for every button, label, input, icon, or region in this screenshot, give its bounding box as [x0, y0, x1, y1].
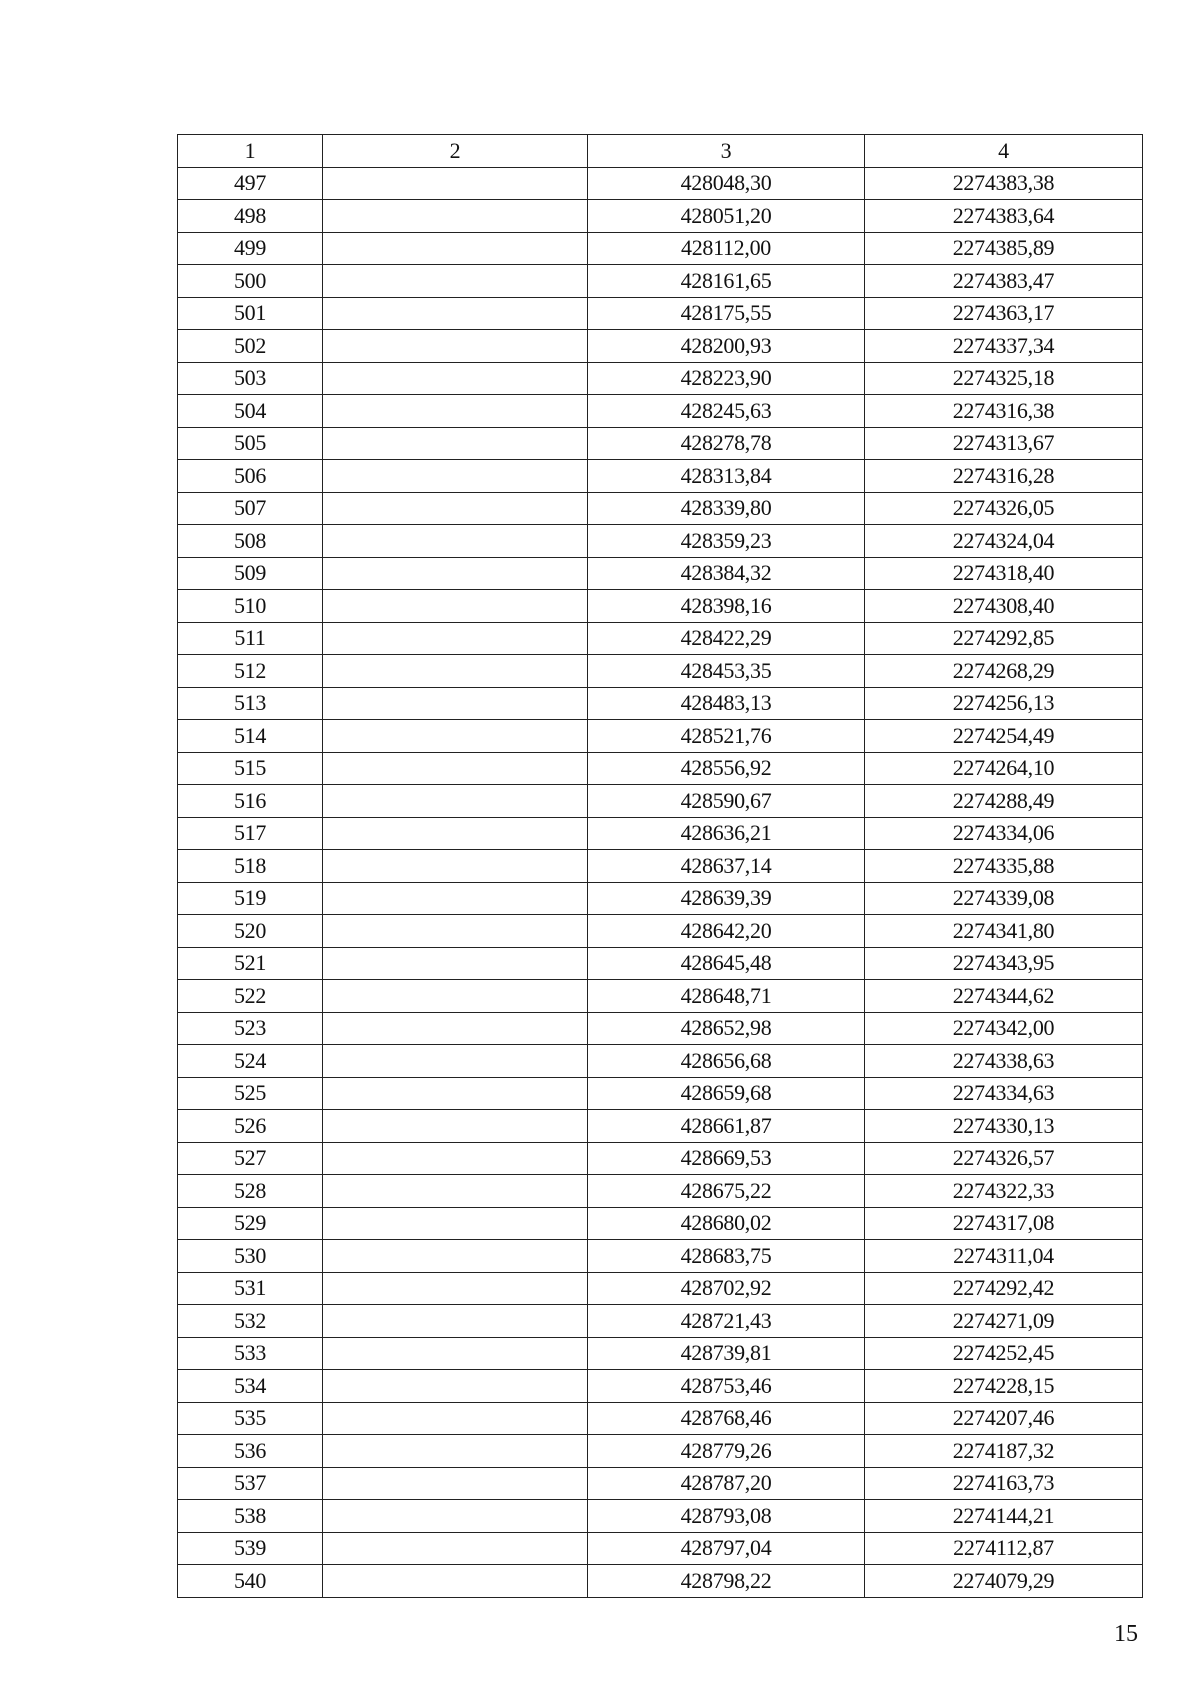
table-row [178, 882, 1143, 915]
empty-cell [323, 1012, 588, 1045]
empty-cell [323, 330, 588, 363]
empty-cell [323, 1565, 588, 1598]
y-coordinate-cell: 2274342,00 [865, 1012, 1143, 1045]
point-number-cell: 498 [178, 200, 323, 233]
table-row [178, 1532, 1143, 1565]
empty-cell [323, 525, 588, 558]
x-coordinate-cell: 428721,43 [588, 1305, 865, 1338]
point-number-cell: 530 [178, 1240, 323, 1273]
table-row [178, 1240, 1143, 1273]
point-number-cell: 509 [178, 557, 323, 590]
point-number-cell: 523 [178, 1012, 323, 1045]
point-number-cell: 497 [178, 167, 323, 200]
table-row [178, 1207, 1143, 1240]
y-coordinate-cell: 2274079,29 [865, 1565, 1143, 1598]
point-number-cell: 518 [178, 850, 323, 883]
table-row [178, 1435, 1143, 1468]
y-coordinate-cell: 2274311,04 [865, 1240, 1143, 1273]
point-number-cell: 499 [178, 232, 323, 265]
table-row [178, 492, 1143, 525]
point-number-cell: 508 [178, 525, 323, 558]
table-row [178, 330, 1143, 363]
table-row [178, 817, 1143, 850]
point-number-cell: 511 [178, 622, 323, 655]
y-coordinate-cell: 2274252,45 [865, 1337, 1143, 1370]
table-row [178, 1012, 1143, 1045]
point-number-cell: 524 [178, 1045, 323, 1078]
table-row [178, 1142, 1143, 1175]
empty-cell [323, 655, 588, 688]
y-coordinate-cell: 2274383,47 [865, 265, 1143, 298]
y-coordinate-cell: 2274318,40 [865, 557, 1143, 590]
point-number-cell: 503 [178, 362, 323, 395]
x-coordinate-cell: 428661,87 [588, 1110, 865, 1143]
point-number-cell: 510 [178, 590, 323, 623]
table-row [178, 655, 1143, 688]
x-coordinate-cell: 428768,46 [588, 1402, 865, 1435]
table-row [178, 1110, 1143, 1143]
x-coordinate-cell: 428636,21 [588, 817, 865, 850]
y-coordinate-cell: 2274383,64 [865, 200, 1143, 233]
y-coordinate-cell: 2274316,38 [865, 395, 1143, 428]
point-number-cell: 526 [178, 1110, 323, 1143]
point-number-cell: 538 [178, 1500, 323, 1533]
y-coordinate-cell: 2274325,18 [865, 362, 1143, 395]
table-row [178, 1402, 1143, 1435]
y-coordinate-cell: 2274341,80 [865, 915, 1143, 948]
x-coordinate-cell: 428642,20 [588, 915, 865, 948]
x-coordinate-cell: 428659,68 [588, 1077, 865, 1110]
empty-cell [323, 850, 588, 883]
table-row [178, 915, 1143, 948]
table-header-row [178, 135, 1143, 168]
y-coordinate-cell: 2274383,38 [865, 167, 1143, 200]
table-row [178, 1565, 1143, 1598]
x-coordinate-cell: 428639,39 [588, 882, 865, 915]
empty-cell [323, 1175, 588, 1208]
empty-cell [323, 1532, 588, 1565]
column-header-1: 1 [178, 135, 323, 168]
table-row [178, 1077, 1143, 1110]
point-number-cell: 540 [178, 1565, 323, 1598]
x-coordinate-cell: 428313,84 [588, 460, 865, 493]
x-coordinate-cell: 428787,20 [588, 1467, 865, 1500]
x-coordinate-cell: 428637,14 [588, 850, 865, 883]
empty-cell [323, 1272, 588, 1305]
empty-cell [323, 980, 588, 1013]
x-coordinate-cell: 428669,53 [588, 1142, 865, 1175]
x-coordinate-cell: 428680,02 [588, 1207, 865, 1240]
y-coordinate-cell: 2274317,08 [865, 1207, 1143, 1240]
point-number-cell: 505 [178, 427, 323, 460]
x-coordinate-cell: 428112,00 [588, 232, 865, 265]
x-coordinate-cell: 428278,78 [588, 427, 865, 460]
y-coordinate-cell: 2274324,04 [865, 525, 1143, 558]
point-number-cell: 525 [178, 1077, 323, 1110]
point-number-cell: 514 [178, 720, 323, 753]
y-coordinate-cell: 2274288,49 [865, 785, 1143, 818]
y-coordinate-cell: 2274326,05 [865, 492, 1143, 525]
table-row [178, 362, 1143, 395]
x-coordinate-cell: 428048,30 [588, 167, 865, 200]
y-coordinate-cell: 2274264,10 [865, 752, 1143, 785]
y-coordinate-cell: 2274256,13 [865, 687, 1143, 720]
table-row [178, 525, 1143, 558]
empty-cell [323, 427, 588, 460]
table-row [178, 232, 1143, 265]
y-coordinate-cell: 2274337,34 [865, 330, 1143, 363]
y-coordinate-cell: 2274187,32 [865, 1435, 1143, 1468]
empty-cell [323, 1370, 588, 1403]
table-row [178, 687, 1143, 720]
table-row [178, 1045, 1143, 1078]
table-row [178, 395, 1143, 428]
empty-cell [323, 882, 588, 915]
empty-cell [323, 265, 588, 298]
y-coordinate-cell: 2274343,95 [865, 947, 1143, 980]
x-coordinate-cell: 428683,75 [588, 1240, 865, 1273]
y-coordinate-cell: 2274308,40 [865, 590, 1143, 623]
point-number-cell: 512 [178, 655, 323, 688]
empty-cell [323, 557, 588, 590]
page-number: 15 [1114, 1621, 1138, 1647]
y-coordinate-cell: 2274292,42 [865, 1272, 1143, 1305]
column-header-3: 3 [588, 135, 865, 168]
empty-cell [323, 1402, 588, 1435]
point-number-cell: 536 [178, 1435, 323, 1468]
y-coordinate-cell: 2274144,21 [865, 1500, 1143, 1533]
x-coordinate-cell: 428702,92 [588, 1272, 865, 1305]
table-row [178, 720, 1143, 753]
empty-cell [323, 817, 588, 850]
table-row [178, 980, 1143, 1013]
point-number-cell: 533 [178, 1337, 323, 1370]
x-coordinate-cell: 428753,46 [588, 1370, 865, 1403]
x-coordinate-cell: 428645,48 [588, 947, 865, 980]
empty-cell [323, 1500, 588, 1533]
empty-cell [323, 297, 588, 330]
table-row [178, 622, 1143, 655]
empty-cell [323, 395, 588, 428]
table-row [178, 200, 1143, 233]
x-coordinate-cell: 428384,32 [588, 557, 865, 590]
y-coordinate-cell: 2274334,63 [865, 1077, 1143, 1110]
point-number-cell: 520 [178, 915, 323, 948]
y-coordinate-cell: 2274316,28 [865, 460, 1143, 493]
table-row [178, 297, 1143, 330]
table-row [178, 752, 1143, 785]
empty-cell [323, 1045, 588, 1078]
y-coordinate-cell: 2274292,85 [865, 622, 1143, 655]
x-coordinate-cell: 428739,81 [588, 1337, 865, 1370]
point-number-cell: 532 [178, 1305, 323, 1338]
point-number-cell: 527 [178, 1142, 323, 1175]
empty-cell [323, 232, 588, 265]
x-coordinate-cell: 428245,63 [588, 395, 865, 428]
y-coordinate-cell: 2274335,88 [865, 850, 1143, 883]
x-coordinate-cell: 428223,90 [588, 362, 865, 395]
point-number-cell: 501 [178, 297, 323, 330]
point-number-cell: 539 [178, 1532, 323, 1565]
y-coordinate-cell: 2274112,87 [865, 1532, 1143, 1565]
x-coordinate-cell: 428175,55 [588, 297, 865, 330]
point-number-cell: 500 [178, 265, 323, 298]
table-row [178, 427, 1143, 460]
point-number-cell: 517 [178, 817, 323, 850]
y-coordinate-cell: 2274228,15 [865, 1370, 1143, 1403]
point-number-cell: 502 [178, 330, 323, 363]
table-row [178, 947, 1143, 980]
empty-cell [323, 590, 588, 623]
empty-cell [323, 1337, 588, 1370]
empty-cell [323, 1467, 588, 1500]
y-coordinate-cell: 2274385,89 [865, 232, 1143, 265]
empty-cell [323, 720, 588, 753]
empty-cell [323, 167, 588, 200]
empty-cell [323, 1435, 588, 1468]
y-coordinate-cell: 2274322,33 [865, 1175, 1143, 1208]
table-row [178, 460, 1143, 493]
y-coordinate-cell: 2274207,46 [865, 1402, 1143, 1435]
table-row [178, 1500, 1143, 1533]
x-coordinate-cell: 428422,29 [588, 622, 865, 655]
table-row [178, 1175, 1143, 1208]
x-coordinate-cell: 428556,92 [588, 752, 865, 785]
point-number-cell: 528 [178, 1175, 323, 1208]
y-coordinate-cell: 2274271,09 [865, 1305, 1143, 1338]
table-row [178, 850, 1143, 883]
coordinates-table [177, 134, 1143, 1598]
empty-cell [323, 200, 588, 233]
empty-cell [323, 492, 588, 525]
x-coordinate-cell: 428652,98 [588, 1012, 865, 1045]
x-coordinate-cell: 428200,93 [588, 330, 865, 363]
empty-cell [323, 1305, 588, 1338]
point-number-cell: 537 [178, 1467, 323, 1500]
empty-cell [323, 1142, 588, 1175]
x-coordinate-cell: 428161,65 [588, 265, 865, 298]
y-coordinate-cell: 2274363,17 [865, 297, 1143, 330]
table-row [178, 1305, 1143, 1338]
table-row [178, 1370, 1143, 1403]
empty-cell [323, 1077, 588, 1110]
y-coordinate-cell: 2274163,73 [865, 1467, 1143, 1500]
x-coordinate-cell: 428798,22 [588, 1565, 865, 1598]
x-coordinate-cell: 428398,16 [588, 590, 865, 623]
y-coordinate-cell: 2274338,63 [865, 1045, 1143, 1078]
point-number-cell: 513 [178, 687, 323, 720]
empty-cell [323, 460, 588, 493]
empty-cell [323, 1240, 588, 1273]
point-number-cell: 506 [178, 460, 323, 493]
empty-cell [323, 1207, 588, 1240]
y-coordinate-cell: 2274344,62 [865, 980, 1143, 1013]
empty-cell [323, 947, 588, 980]
empty-cell [323, 785, 588, 818]
x-coordinate-cell: 428359,23 [588, 525, 865, 558]
column-header-4: 4 [865, 135, 1143, 168]
x-coordinate-cell: 428779,26 [588, 1435, 865, 1468]
empty-cell [323, 362, 588, 395]
x-coordinate-cell: 428797,04 [588, 1532, 865, 1565]
table-row [178, 167, 1143, 200]
empty-cell [323, 915, 588, 948]
point-number-cell: 531 [178, 1272, 323, 1305]
point-number-cell: 516 [178, 785, 323, 818]
x-coordinate-cell: 428453,35 [588, 655, 865, 688]
y-coordinate-cell: 2274313,67 [865, 427, 1143, 460]
point-number-cell: 522 [178, 980, 323, 1013]
point-number-cell: 521 [178, 947, 323, 980]
table-row [178, 265, 1143, 298]
table-row [178, 785, 1143, 818]
point-number-cell: 515 [178, 752, 323, 785]
empty-cell [323, 622, 588, 655]
y-coordinate-cell: 2274254,49 [865, 720, 1143, 753]
y-coordinate-cell: 2274268,29 [865, 655, 1143, 688]
empty-cell [323, 1110, 588, 1143]
point-number-cell: 504 [178, 395, 323, 428]
table-row [178, 1272, 1143, 1305]
x-coordinate-cell: 428648,71 [588, 980, 865, 1013]
x-coordinate-cell: 428483,13 [588, 687, 865, 720]
point-number-cell: 529 [178, 1207, 323, 1240]
x-coordinate-cell: 428590,67 [588, 785, 865, 818]
table-row [178, 1337, 1143, 1370]
point-number-cell: 519 [178, 882, 323, 915]
column-header-2: 2 [323, 135, 588, 168]
empty-cell [323, 752, 588, 785]
y-coordinate-cell: 2274339,08 [865, 882, 1143, 915]
point-number-cell: 507 [178, 492, 323, 525]
x-coordinate-cell: 428521,76 [588, 720, 865, 753]
point-number-cell: 535 [178, 1402, 323, 1435]
y-coordinate-cell: 2274334,06 [865, 817, 1143, 850]
empty-cell [323, 687, 588, 720]
point-number-cell: 534 [178, 1370, 323, 1403]
table-row [178, 590, 1143, 623]
table-row [178, 1467, 1143, 1500]
x-coordinate-cell: 428793,08 [588, 1500, 865, 1533]
y-coordinate-cell: 2274326,57 [865, 1142, 1143, 1175]
x-coordinate-cell: 428656,68 [588, 1045, 865, 1078]
x-coordinate-cell: 428675,22 [588, 1175, 865, 1208]
table-row [178, 557, 1143, 590]
x-coordinate-cell: 428051,20 [588, 200, 865, 233]
y-coordinate-cell: 2274330,13 [865, 1110, 1143, 1143]
x-coordinate-cell: 428339,80 [588, 492, 865, 525]
table-body [178, 167, 1143, 1597]
